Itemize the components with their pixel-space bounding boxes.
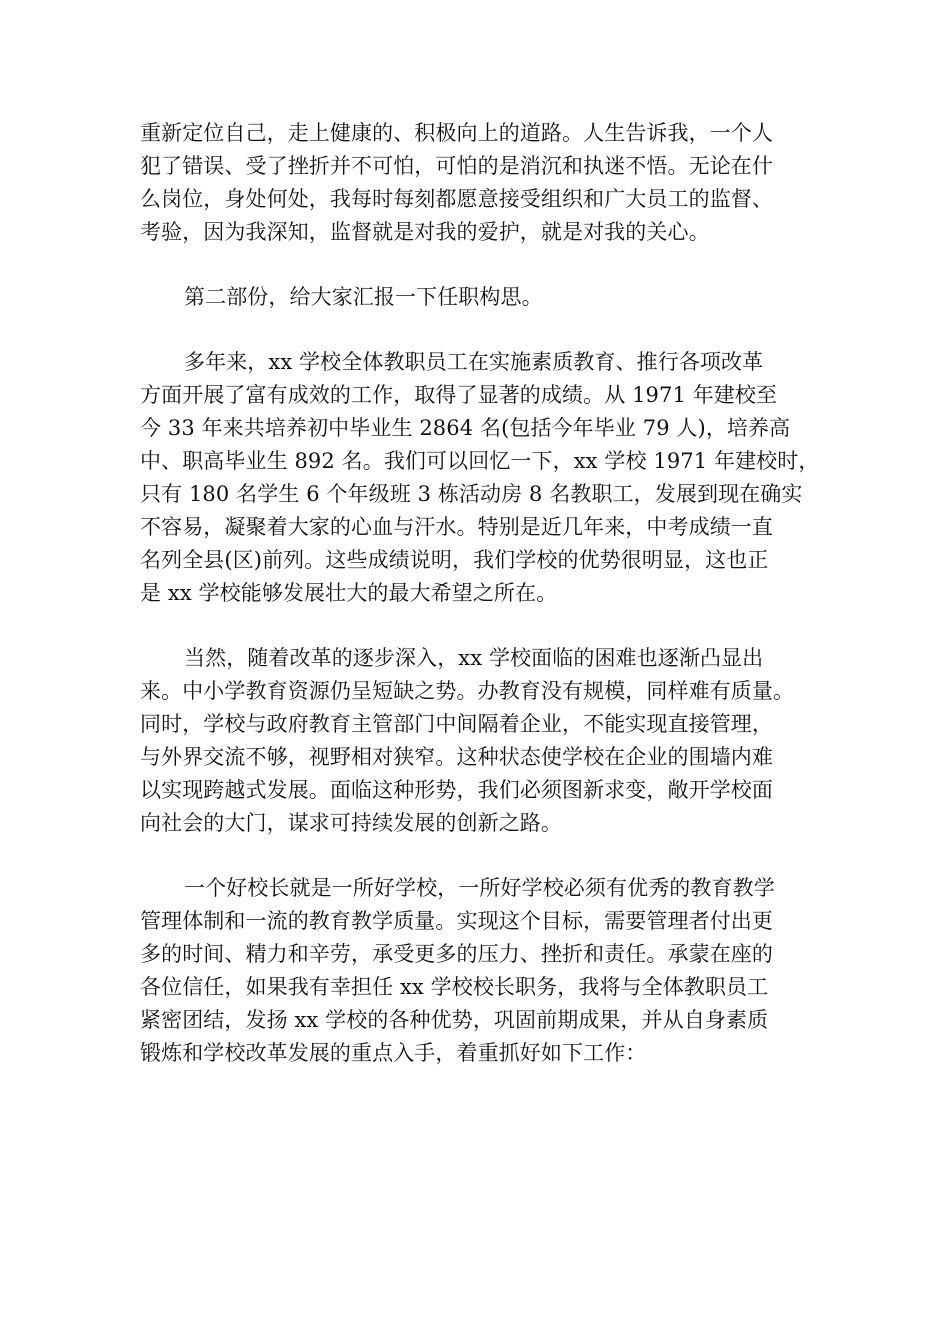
paragraph-line: 今 33 年来共培养初中毕业生 2864 名(包括今年毕业 79 人)，培养高 bbox=[140, 416, 791, 440]
paragraph-line: 名列全县(区)前列。这些成绩说明，我们学校的优势很明显，这也正 bbox=[140, 548, 769, 572]
paragraph-line: 以实现跨越式发展。面临这种形势，我们必须图新求变，敞开学校面 bbox=[140, 778, 773, 802]
paragraph-line: 紧密团结，发扬 xx 学校的各种优势，巩固前期成果，并从自身素质 bbox=[140, 1008, 769, 1032]
paragraph-line: 方面开展了富有成效的工作，取得了显著的成绩。从 1971 年建校至 bbox=[140, 383, 778, 407]
paragraph-5 bbox=[140, 872, 830, 1070]
paragraph-line: 各位信任，如果我有幸担任 xx 学校校长职务，我将与全体教职员工 bbox=[140, 975, 769, 999]
document-body bbox=[140, 117, 830, 1070]
paragraph-line: 犯了错误、受了挫折并不可怕，可怕的是消沉和执迷不悟。无论在什 bbox=[140, 154, 773, 178]
paragraph-line: 管理体制和一流的教育教学质量。实现这个目标，需要管理者付出更 bbox=[140, 909, 773, 933]
paragraph-line: 当然，随着改革的逐步深入，xx 学校面临的困难也逐渐凸显出 bbox=[184, 646, 764, 670]
paragraph-line: 多的时间、精力和辛劳，承受更多的压力、挫折和责任。承蒙在座的 bbox=[140, 942, 773, 966]
paragraph-line: 一个好校长就是一所好学校，一所好学校必须有优秀的教育教学 bbox=[184, 876, 775, 900]
paragraph-spacer bbox=[140, 314, 830, 346]
paragraph-line: 向社会的大门，谋求可持续发展的创新之路。 bbox=[140, 811, 562, 835]
paragraph-line: 与外界交流不够，视野相对狭窄。这种状态使学校在企业的围墙内难 bbox=[140, 745, 773, 769]
paragraph-line: 同时，学校与政府教育主管部门中间隔着企业，不能实现直接管理， bbox=[140, 712, 773, 736]
paragraph-line: 是 xx 学校能够发展壮大的最大希望之所在。 bbox=[140, 581, 558, 605]
paragraph-spacer bbox=[140, 249, 830, 281]
paragraph-spacer bbox=[140, 610, 830, 642]
paragraph-line: 来。中小学教育资源仍呈短缺之势。办教育没有规模，同样难有质量。 bbox=[140, 679, 795, 703]
paragraph-line: 么岗位，身处何处，我每时每刻都愿意接受组织和广大员工的监督、 bbox=[140, 187, 773, 211]
paragraph-spacer bbox=[140, 840, 830, 872]
paragraph-line: 第二部份，给大家汇报一下任职构思。 bbox=[184, 285, 543, 309]
paragraph-4 bbox=[140, 642, 830, 840]
paragraph-1 bbox=[140, 117, 830, 249]
paragraph-3 bbox=[140, 346, 830, 610]
paragraph-2 bbox=[140, 281, 830, 314]
paragraph-line: 只有 180 名学生 6 个年级班 3 栋活动房 8 名教职工，发展到现在确实 bbox=[140, 482, 803, 506]
paragraph-line: 重新定位自己，走上健康的、积极向上的道路。人生告诉我，一个人 bbox=[140, 121, 773, 145]
paragraph-line: 不容易，凝聚着大家的心血与汗水。特别是近几年来，中考成绩一直 bbox=[140, 515, 773, 539]
paragraph-line: 考验，因为我深知，监督就是对我的爱护，就是对我的关心。 bbox=[140, 220, 710, 244]
paragraph-line: 锻炼和学校改革发展的重点入手，着重抓好如下工作： bbox=[140, 1041, 647, 1065]
paragraph-line: 多年来，xx 学校全体教职员工在实施素质教育、推行各项改革 bbox=[184, 350, 764, 374]
paragraph-line: 中、职高毕业生 892 名。我们可以回忆一下，xx 学校 1971 年建校时， bbox=[140, 449, 820, 473]
